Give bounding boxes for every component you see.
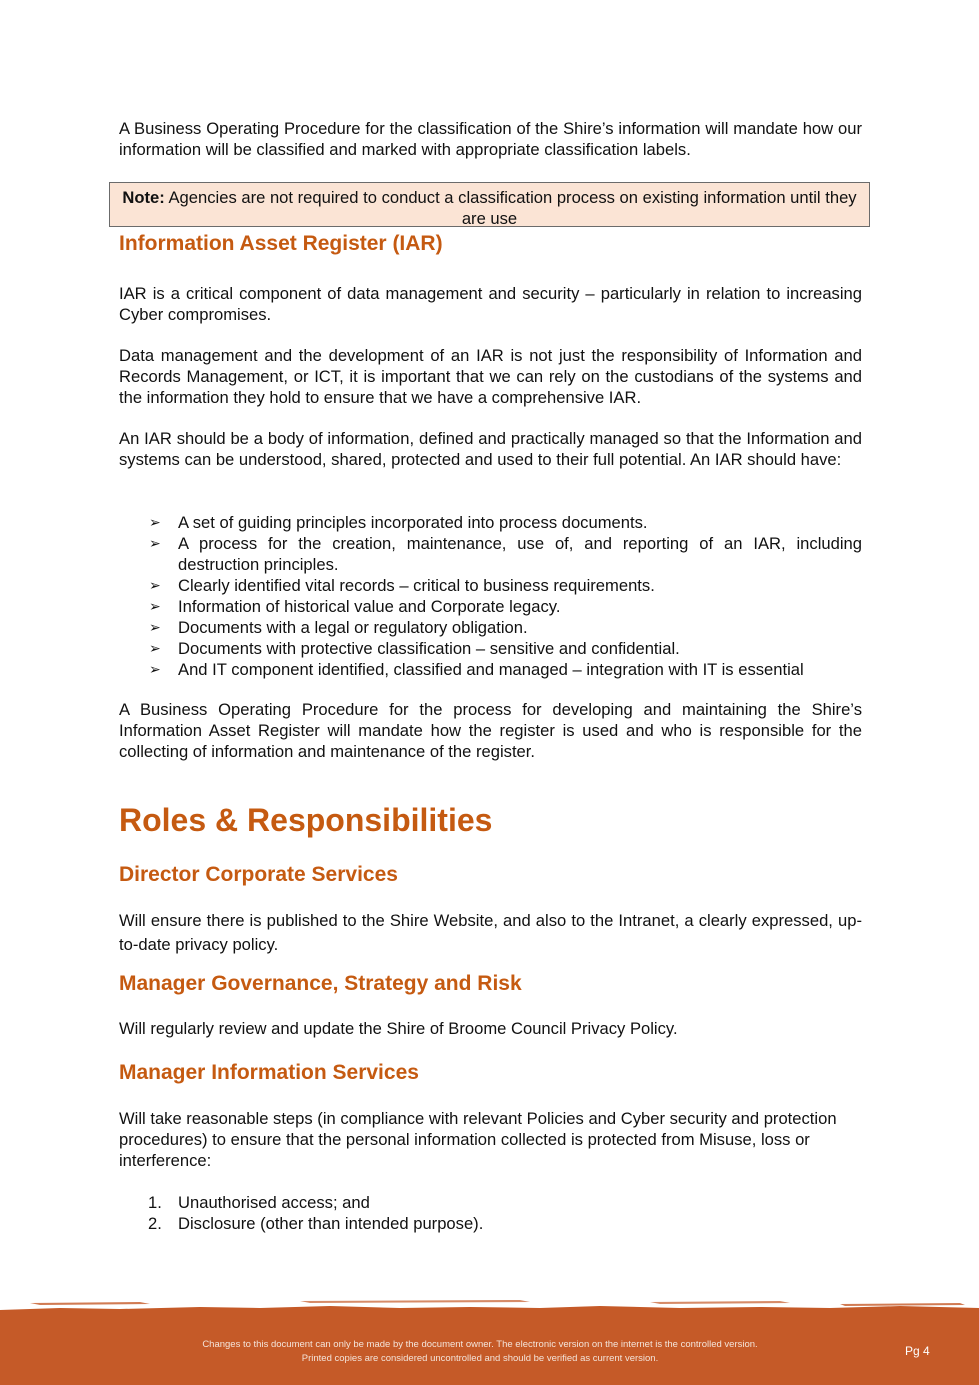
list-item: ➢ And IT component identified, classified and managed – integration with IT is essential [149, 660, 804, 679]
list-item: ➢ Clearly identified vital records – critical to business requirements. [149, 576, 655, 595]
list-item: 2. Disclosure (other than intended purpose). [148, 1214, 484, 1233]
director-text: Will ensure there is published to the Shire Website, and also to the Intranet, a clearly expressed, up-to-date privacy policy. [119, 911, 862, 954]
page-number: Pg 4 [905, 1344, 930, 1358]
footer-line-2: Printed copies are considered uncontrolled and should be verified as current version. [301, 1353, 659, 1364]
iar-paragraph-1: IAR is a critical component of data management and security – particularly in relation to increasing Cyber compromises. [119, 284, 862, 324]
arrow-bullet-icon: ➢ [149, 598, 161, 614]
director-heading: Director Corporate Services [119, 863, 398, 886]
list-item: ➢ Documents with a legal or regulatory obligation. [149, 618, 528, 637]
intro-paragraph: A Business Operating Procedure for the classification of the Shire’s information will mandate how our information will be classified and marked with appropriate classification labels. [119, 119, 862, 159]
footer-disclaimer [120, 1338, 840, 1366]
governance-text: Will regularly review and update the Shire of Broome Council Privacy Policy. [119, 1019, 678, 1038]
iar-paragraph-3: An IAR should be a body of information, defined and practically managed so that the Information and systems can be understood, shared, protected and used to their full potential. An IAR should have: [119, 429, 862, 469]
list-item: 1. Unauthorised access; and [148, 1193, 370, 1212]
iar-paragraph-4: A Business Operating Procedure for the process for developing and maintaining the Shire’s Information Asset Register will mandate how the register is used and who is responsible for the collecting of information and maintenance of the register. [119, 700, 862, 761]
list-item: ➢ A set of guiding principles incorporated into process documents. [149, 513, 648, 532]
info-services-list [119, 1192, 862, 1234]
list-item: ➢ A process for the creation, maintenance, use of, and reporting of an IAR, including destruction principles. [149, 534, 862, 574]
arrow-bullet-icon: ➢ [149, 577, 161, 593]
arrow-bullet-icon: ➢ [149, 514, 161, 530]
info-services-heading: Manager Information Services [119, 1061, 419, 1084]
info-services-text: Will take reasonable steps (in compliance with relevant Policies and Cyber security and protection procedures) to ensure that the personal information collected is protected from Misuse, loss or interference: [119, 1109, 837, 1170]
governance-heading: Manager Governance, Strategy and Risk [119, 972, 522, 995]
arrow-bullet-icon: ➢ [149, 640, 161, 656]
list-item: ➢ Documents with protective classification – sensitive and confidential. [149, 639, 680, 658]
footer-line-1: Changes to this document can only be made by the document owner. The electronic version on the internet is the controlled version. [202, 1339, 758, 1350]
arrow-bullet-icon: ➢ [149, 661, 161, 677]
iar-bullet-list [119, 512, 862, 680]
arrow-bullet-icon: ➢ [149, 535, 161, 551]
list-item: ➢ Information of historical value and Corporate legacy. [149, 597, 561, 616]
note-label: Note: [122, 188, 165, 207]
note-box [109, 182, 870, 227]
arrow-bullet-icon: ➢ [149, 619, 161, 635]
iar-heading: Information Asset Register (IAR) [119, 232, 443, 255]
iar-paragraph-2: Data management and the development of an IAR is not just the responsibility of Information and Records Management, or ICT, it is important that we can rely on the custodians of the systems and the information they hold to ensure that we have a comprehensive IAR. [119, 346, 862, 407]
note-text: Agencies are not required to conduct a classification process on existing information until they are use [164, 188, 857, 228]
roles-heading: Roles & Responsibilities [119, 802, 493, 838]
